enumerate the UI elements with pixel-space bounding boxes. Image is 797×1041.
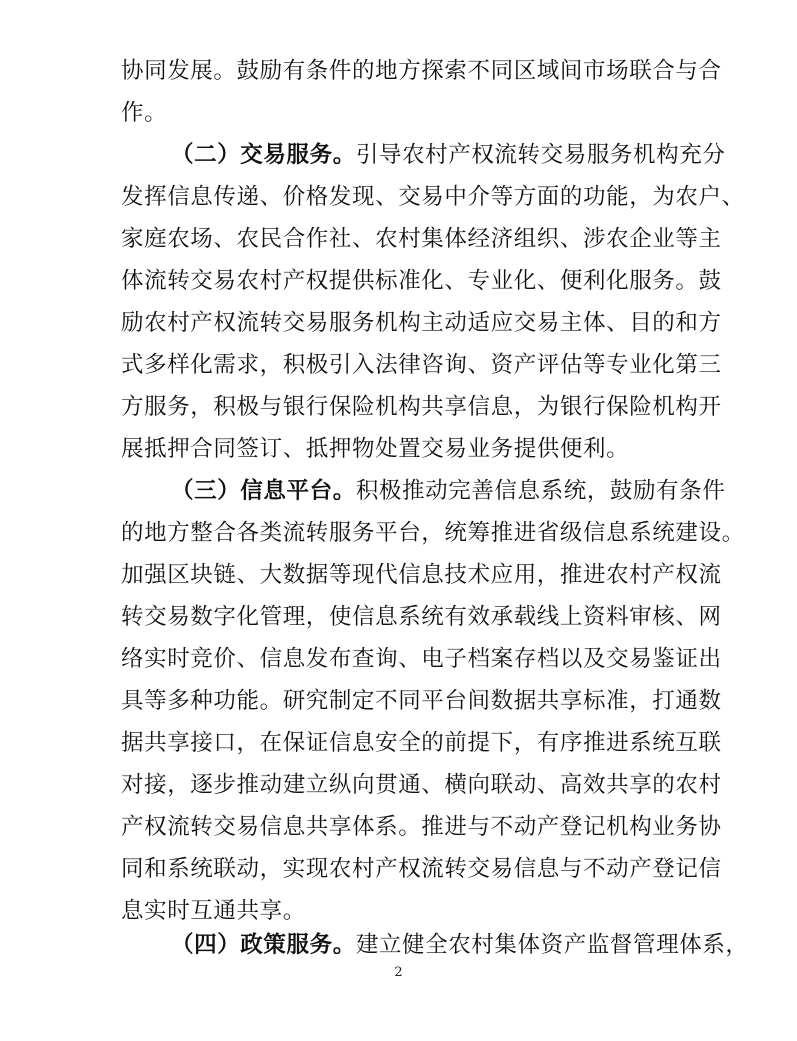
text-line xyxy=(121,808,722,846)
line-text: 方服务，积极与银行保险机构共享信息，为银行保险机构开 xyxy=(121,394,722,420)
line-text: 转交易数字化管理，使信息系统有效承载线上资料审核、网 xyxy=(121,604,722,630)
line-text: 引导农村产权流转交易服务机构充分 xyxy=(355,142,726,168)
text-line xyxy=(121,388,722,426)
section-heading: （三）信息平台。 xyxy=(171,478,356,504)
section-heading: （二）交易服务。 xyxy=(171,142,356,168)
line-text: 作。 xyxy=(121,100,168,126)
text-line xyxy=(121,598,722,636)
text-line xyxy=(121,640,722,678)
line-text: 据共享接口，在保证信息安全的前提下，有序推进系统互联 xyxy=(121,730,722,756)
line-text: 发挥信息传递、价格发现、交易中介等方面的功能，为农户、 xyxy=(121,184,745,210)
text-line xyxy=(121,304,722,342)
text-line xyxy=(121,220,722,258)
line-text: 家庭农场、农民合作社、农村集体经济组织、涉农企业等主 xyxy=(121,226,722,252)
line-text: 展抵押合同签订、抵押物处置交易业务提供便利。 xyxy=(121,436,630,462)
page-number: 2 xyxy=(394,965,403,980)
section-heading-line xyxy=(171,472,726,510)
text-line xyxy=(121,178,745,216)
text-line xyxy=(121,766,722,804)
line-text: 的地方整合各类流转服务平台，统筹推进省级信息系统建设。 xyxy=(121,520,745,546)
text-line xyxy=(121,430,681,468)
line-text: 式多样化需求，积极引入法律咨询、资产评估等专业化第三 xyxy=(121,352,722,378)
line-text: 对接，逐步推动建立纵向贯通、横向联动、高效共享的农村 xyxy=(121,772,722,798)
section-heading: （四）政策服务。 xyxy=(171,932,356,958)
text-line xyxy=(121,682,722,720)
text-line xyxy=(121,724,722,762)
section-heading-line xyxy=(171,926,749,964)
line-text: 络实时竞价、信息发布查询、电子档案存档以及交易鉴证出 xyxy=(121,646,722,672)
text-line xyxy=(121,346,722,384)
line-text: 加强区块链、大数据等现代信息技术应用，推进农村产权流 xyxy=(121,562,722,588)
line-text: 励农村产权流转交易服务机构主动适应交易主体、目的和方 xyxy=(121,310,722,336)
line-text: 建立健全农村集体资产监督管理体系， xyxy=(355,932,749,958)
line-text: 积极推动完善信息系统，鼓励有条件 xyxy=(355,478,726,504)
text-line xyxy=(121,514,745,552)
line-text: 息实时互通共享。 xyxy=(121,898,306,924)
line-text: 协同发展。鼓励有条件的地方探索不同区域间市场联合与合 xyxy=(121,58,722,84)
line-text: 产权流转交易信息共享体系。推进与不动产登记机构业务协 xyxy=(121,814,722,840)
text-line xyxy=(121,52,722,90)
line-text: 同和系统联动，实现农村产权流转交易信息与不动产登记信 xyxy=(121,856,722,882)
section-heading-line xyxy=(171,136,726,174)
text-line xyxy=(121,892,681,930)
line-text: 体流转交易农村产权提供标准化、专业化、便利化服务。鼓 xyxy=(121,268,722,294)
text-line xyxy=(121,850,722,888)
line-text: 具等多种功能。研究制定不同平台间数据共享标准，打通数 xyxy=(121,688,722,714)
text-line xyxy=(121,556,722,594)
text-line xyxy=(121,94,681,132)
text-line xyxy=(121,262,722,300)
